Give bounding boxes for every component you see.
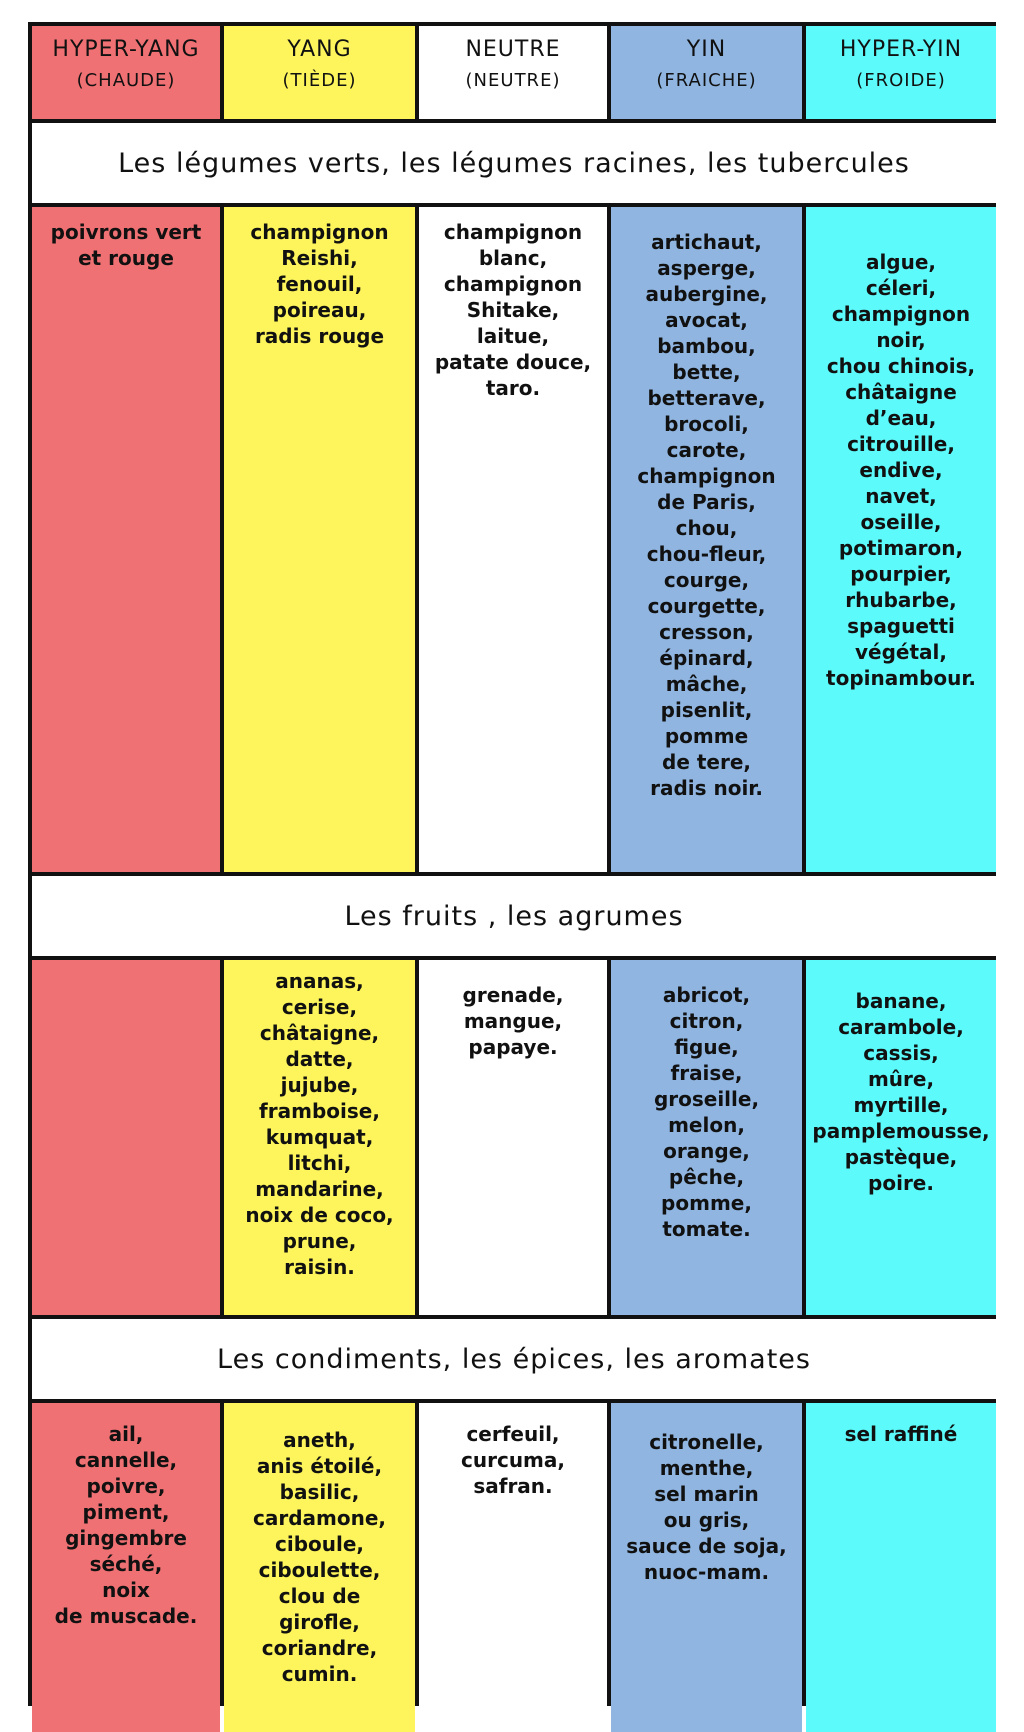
item-list: aneth, anis étoilé, basilic, cardamone, ciboule, ciboulette, clou de girofle, coriandre, cumin. — [252, 1428, 386, 1686]
cell-fruits-yin — [611, 960, 802, 1315]
cell-fruits-hyper-yin — [806, 960, 996, 1315]
item-list: poivrons vert et rouge — [50, 220, 202, 270]
column-name: YIN — [686, 37, 727, 62]
item-list: ananas, cerise, châtaigne, datte, jujube, framboise, kumquat, litchi, mandarine, noix de coco, prune, raisin. — [245, 969, 394, 1279]
item-list: banane, carambole, cassis, mûre, myrtille, pamplemousse, pastèque, poire. — [812, 989, 990, 1195]
cell-vegetables-yin — [611, 207, 802, 872]
cell-vegetables-yang — [224, 207, 415, 872]
cell-vegetables-hyper-yang — [32, 207, 220, 872]
cell-fruits-yang — [224, 960, 415, 1315]
column-subtitle: (FRAICHE) — [656, 70, 757, 91]
item-list: grenade, mangue, papaye. — [462, 983, 564, 1059]
column-subtitle: (NEUTRE) — [465, 70, 561, 91]
cell-vegetables-neutre — [419, 207, 607, 872]
cell-condiments-hyper-yang — [32, 1403, 220, 1732]
item-list: algue, céleri, champignon noir, chou chinois, châtaigne d’eau, citrouille, endive, navet, oseille, potimaron, pourpier, rhubarbe, spaguetti végétal, topinambour. — [826, 250, 976, 690]
item-list: abricot, citron, figue, fraise, groseille, melon, orange, pêche, pomme, tomate. — [653, 983, 760, 1241]
cell-fruits-neutre — [419, 960, 607, 1315]
item-list: champignon blanc, champignon Shitake, laitue, patate douce, taro. — [434, 220, 592, 400]
header-yang — [224, 26, 415, 119]
column-name: YANG — [287, 37, 352, 62]
column-subtitle: (TIÈDE) — [282, 70, 357, 91]
item-list: citronelle, menthe, sel marin ou gris, sauce de soja, nuoc-mam. — [626, 1430, 787, 1584]
item-list: cerfeuil, curcuma, safran. — [461, 1422, 565, 1498]
header-neutre — [419, 26, 607, 119]
header-hyper-yin — [806, 26, 996, 119]
item-list: sel raffiné — [844, 1422, 958, 1446]
item-list: champignon Reishi, fenouil, poireau, radis rouge — [250, 220, 389, 348]
food-classification-table — [28, 22, 996, 1706]
column-subtitle: (CHAUDE) — [76, 70, 176, 91]
section-title-vegetables: Les légumes verts, les légumes racines, les tubercules — [32, 123, 996, 203]
section-title-fruits: Les fruits , les agrumes — [32, 876, 996, 956]
cell-condiments-hyper-yin — [806, 1403, 996, 1732]
item-list: ail, cannelle, poivre, piment, gingembre séché, noix de muscade. — [54, 1422, 198, 1628]
column-name: HYPER-YANG — [52, 37, 200, 62]
cell-condiments-yin — [611, 1403, 802, 1732]
cell-condiments-yang — [224, 1403, 415, 1732]
section-title-condiments: Les condiments, les épices, les aromates — [32, 1319, 996, 1399]
column-name: HYPER-YIN — [839, 37, 963, 62]
header-hyper-yang — [32, 26, 220, 119]
column-name: NEUTRE — [465, 37, 561, 62]
item-list: artichaut, asperge, aubergine, avocat, bambou, bette, betterave, brocoli, carote, champignon de Paris, chou, chou-fleur, courge, courgette, cresson, épinard, mâche, pisenlit, pomme de tere, radis noir. — [637, 230, 776, 800]
cell-fruits-hyper-yang — [32, 960, 220, 1315]
header-yin — [611, 26, 802, 119]
cell-condiments-neutre — [419, 1403, 607, 1732]
column-subtitle: (FROIDE) — [856, 70, 946, 91]
cell-vegetables-hyper-yin — [806, 207, 996, 872]
